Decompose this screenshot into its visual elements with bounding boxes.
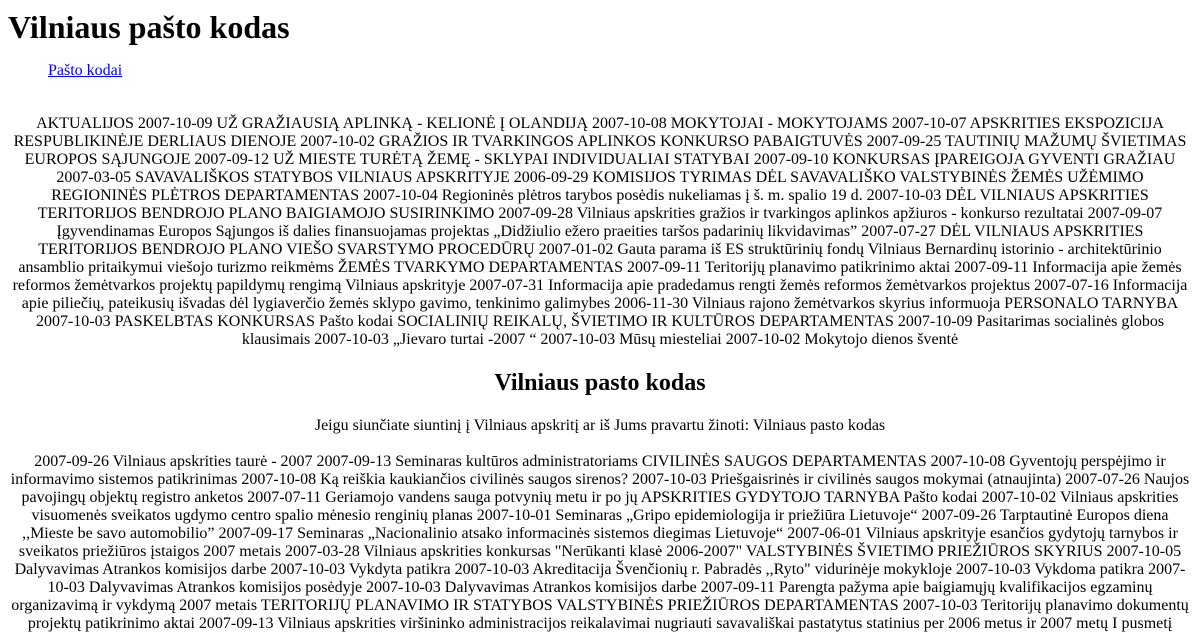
- postal-codes-link[interactable]: Pašto kodai: [48, 62, 123, 79]
- section-intro: Jeigu siunčiate siuntinį į Vilniaus apskritį ar iš Jums pravartu žinoti: Vilniaus pasto kodas: [314, 417, 886, 434]
- news-block-2: 2007-09-26 Vilniaus apskrities taurė - 2007 2007-09-13 Seminaras kultūros administratoriams CIVILINĖS SAUGOS DEPARTAMENTAS 2007-10-08 Gyventojų perspėjimo ir informavimo sistemos patikrinimas 2007-10-08 Ką reiškia kaukiančios civilinės saugos sirenos? 2007-10-03 Priešgaisrinės ir civilinės saugos mokymai (atnaujinta) 2007-07-26 Naujos pavojingų objektų registro anketos 2007-07-11 Geriamojo vandens sauga potvynių metu ir po jų APSKRITIES GYDYTOJO TARNYBA Pašto kodai 2007-10-02 Vilniaus apskrities visuomenės sveikatos ugdymo centro spalio mėnesio renginių planas 2007-10-01 Seminaras „Gripo epidemiologija ir priežiūra Lietuvoje“ 2007-09-26 Tarptautinė Europos diena ,,Mieste be savo automobilio” 2007-09-17 Seminaras „Nacionalinio atsako informacinės sistemos diegimas Lietuvoje“ 2007-06-01 Vilniaus apskrityje esančios gydytojų tarnybos ir sveikatos priežiūros įstaigos 2007 metais 2007-03-28 Vilniaus apskrities konkursas "Nerūkanti klasė 2006-2007" VALSTYBINĖS ŠVIETIMO PRIEŽIŪROS SKYRIUS 2007-10-05 Dalyvavimas Atrankos komisijos darbe 2007-10-03 Vykdyta patikra 2007-10-03 Akreditacija Švenčionių r. Pabradės ,,Ryto" vidurinėje mokykloje 2007-10-03 Vykdoma patikra 2007-10-03 Dalyvavimas Atrankos komisijos posėdyje 2007-10-03 Dalyvavimas Atrankos komisijos darbe 2007-09-11 Parengta pažyma apie baigiamųjų kvalifikacijos egzaminų organizavimą ir vykdymą 2007 metais TERITORIJŲ PLANAVIMO IR STATYBOS VALSTYBINĖS PRIEŽIŪROS DEPARTAMENTAS 2007-10-03 Teritorijų planavimo dokumentų projektų patikrinimo aktai 2007-09-13 Vilniaus apskrities viršininko administracijos reikalavimai nugriauti savavališkai pastatytus statinius per 2006 metus ir 2007 metų I pusmetį: [10, 453, 1190, 632]
- nav-item: [48, 62, 1192, 80]
- page-title: Vilniaus pašto kodas: [8, 9, 290, 45]
- news-block-1: AKTUALIJOS 2007-10-09 UŽ GRAŽIAUSIĄ APLINKĄ - KELIONĖ Į OLANDIJĄ 2007-10-08 MOKYTOJAI - MOKYTOJAMS 2007-10-07 APSKRITIES EKSPOZICIJA RESPUBLIKINĖJE DERLIAUS DIENOJE 2007-10-02 GRAŽIOS IR TVARKINGOS APLINKOS KONKURSO PABAIGTUVĖS 2007-09-25 TAUTINIŲ MAŽUMŲ ŠVIETIMAS EUROPOS SĄJUNGOJE 2007-09-12 UŽ MIESTE TURĖTĄ ŽEMĘ - SKLYPAI INDIVIDUALIAI STATYBAI 2007-09-10 KONKURSAS ĮPAREIGOJA GYVENTI GRAŽIAU 2007-03-05 SAVAVALIŠKOS STATYBOS VILNIAUS APSKRITYJE 2006-09-29 KOMISIJOS TYRIMAS DĖL SAVAVALIŠKO VALSTYBINĖS ŽEMĖS UŽĖMIMO REGIONINĖS PLĖTROS DEPARTAMENTAS 2007-10-04 Regioninės plėtros tarybos posėdis nukeliamas į š. m. spalio 19 d. 2007-10-03 DĖL VILNIAUS APSKRITIES TERITORIJOS BENDROJO PLANO BAIGIAMOJO SUSIRINKIMO 2007-09-28 Vilniaus apskrities gražios ir tvarkingos aplinkos apžiuros - konkurso rezultatai 2007-09-07 Įgyvendinamas Europos Sąjungos iš dalies finansuojamas projektas „Didžiulio ežero praeities taršos padarinių likvidavimas” 2007-07-27 DĖL VILNIAUS APSKRITIES TERITORIJOS BENDROJO PLANO VIEŠO SVARSTYMO PROCEDŪRŲ 2007-01-02 Gauta parama iš ES struktūrinių fondų Vilniaus Bernardinų istorinio - architektūrinio ansamblio pritaikymui viešojo turizmo reikmėms ŽEMĖS TVARKYMO DEPARTAMENTAS 2007-09-11 Teritorijų planavimo patikrinimo aktai 2007-09-11 Informacija apie žemės reformos žemėtvarkos projektų papildymų rengimą Vilniaus apskrityje 2007-07-31 Informacija apie pradedamus rengti žemės reformos žemėtvarkos projektus 2007-07-16 Informacija apie piliečių, pateikusių išvadas dėl lygiaverčio žemės sklypo gavimo, tenkinimo galimybes 2006-11-30 Vilniaus rajono žemėtvarkos skyrius informuoja PERSONALO TARNYBA 2007-10-03 PASKELBTAS KONKURSAS Pašto kodai SOCIALINIŲ REIKALŲ, ŠVIETIMO IR KULTŪROS DEPARTAMENTAS 2007-10-09 Pasitarimas socialinės globos klausimais 2007-10-03 „Jievaro turtai -2007 “ 2007-10-03 Mūsų miesteliai 2007-10-02 Mokytojo dienos šventė: [12, 115, 1188, 348]
- section-heading: Vilniaus pasto kodas: [494, 370, 706, 396]
- nav-list: [8, 62, 1192, 80]
